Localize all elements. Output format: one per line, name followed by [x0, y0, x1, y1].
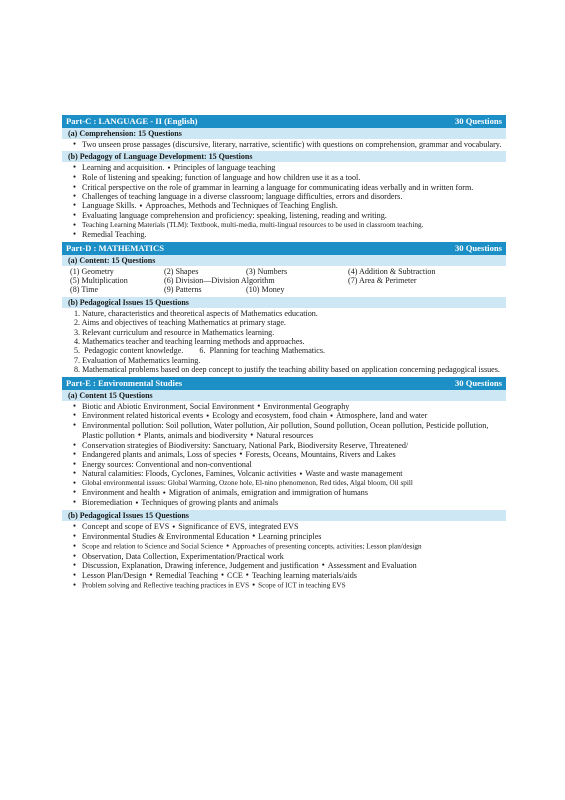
- list-item: ● Remedial Teaching.: [76, 230, 506, 239]
- list-item-text: Concept and scope of EVS: [82, 522, 170, 532]
- list-item-text: Conservation strategies of Biodiversity: Sanctuary, National Park, Biodiversity Reserve, Threatened/: [82, 440, 409, 450]
- grid-cell: (5) Multiplication: [70, 275, 128, 285]
- list-item: 2. Aims and objectives of teaching Mathematics at primary stage.: [74, 318, 286, 328]
- list-item: [76, 479, 506, 488]
- part-c-a-heading: (a) Comprehension: 15 Questions: [62, 128, 506, 139]
- grid-cell: (1) Geometry: [70, 266, 114, 276]
- grid-cell: (8) Time: [70, 285, 99, 295]
- bullet-icon: ●: [135, 500, 139, 506]
- part-d-header: [62, 242, 506, 255]
- list-item: [76, 581, 506, 591]
- list-item-text: Scope and relation to Science and Social Science: [82, 542, 224, 551]
- bullet-icon: ●: [172, 524, 176, 530]
- list-item: [76, 522, 506, 532]
- list-item: 7. Evaluation of Mathematics learning.: [74, 355, 201, 365]
- part-c-b-heading: (b) Pedagogy of Language Development: 15 Questions: [62, 151, 506, 162]
- list-item-text: Energy sources: Conventional and non-conventional: [82, 459, 252, 469]
- bullet-icon: ●: [149, 573, 153, 579]
- list-item: [76, 561, 506, 571]
- list-item: ● Critical perspective on the role of grammar in learning a language for communicating ideas verbally and in written form.: [76, 183, 506, 192]
- list-item-text: Waste and waste management: [305, 469, 403, 479]
- bullet-icon: ●: [252, 534, 256, 540]
- list-item: [76, 571, 506, 581]
- part-d-title: Part-D : MATHEMATICS: [66, 242, 165, 253]
- list-item-text: CCE: [227, 570, 243, 580]
- list-item: [76, 441, 506, 450]
- bullet-icon: ●: [137, 433, 141, 439]
- list-item: [76, 488, 506, 498]
- list-item-text: Biotic and Abiotic Environment, Social Environment: [82, 401, 255, 411]
- list-item-text: Environment and health: [82, 488, 160, 498]
- part-c-b-list: [62, 162, 506, 241]
- bullet-icon: ●: [330, 413, 334, 419]
- bullet-icon: ●: [239, 452, 243, 458]
- list-item: ● Teaching Learning Materials (TLM): Textbook, multi-media, multi-lingual resources to be used in classroom teaching.: [76, 221, 506, 230]
- list-item-text: Bioremediation: [82, 498, 133, 508]
- list-item-text: Plants, animals and biodiversity: [143, 430, 248, 440]
- list-item-text: Remedial Teaching: [155, 570, 219, 580]
- list-item-text: Natural calamities: Floods, Cyclones, Famines, Volcanic activities: [82, 469, 297, 479]
- list-item-text: Problem solving and Reflective teaching practices in EVS: [82, 581, 250, 590]
- part-e-b-list: [62, 521, 506, 592]
- list-item-text: Migration of animals, emigration and immigration of humans: [168, 488, 368, 498]
- list-item: [76, 411, 506, 421]
- list-item: [76, 450, 506, 460]
- bullet-icon: ●: [299, 471, 303, 477]
- grid-cell: (9) Patterns: [164, 285, 202, 295]
- list-item-text: Global environmental issues: Global Warming, Ozone hole, El-nino phenomenon, Red tides, Algal bloom, Oil spill: [82, 479, 413, 488]
- bullet-icon: ●: [252, 582, 256, 588]
- part-e-header: [62, 377, 506, 390]
- list-item: [76, 402, 506, 412]
- grid-cell: (7) Area & Perimeter: [348, 275, 417, 285]
- list-item: ● Two unseen prose passages (discursive, literary, narrative, scientific) with questions on comprehension, grammar and vocabulary.: [76, 140, 506, 149]
- list-item: 3. Relevant curriculum and resource in Mathematics learning.: [74, 327, 275, 337]
- grid-cell: (4) Addition & Subtraction: [348, 266, 436, 276]
- bullet-icon: ●: [321, 563, 325, 569]
- list-item: [76, 421, 506, 440]
- list-item: 4. Mathematics teacher and teaching learning methods and approaches.: [74, 336, 305, 346]
- list-item: ● Language Skills. ● Approaches, Methods and Techniques of Teaching English.: [76, 201, 506, 211]
- list-item-text: Natural resources: [256, 430, 314, 440]
- grid-cell: (6) Division—Division Algorithm: [164, 275, 275, 285]
- list-item: [76, 498, 506, 508]
- list-item-text: Forests, Oceans, Mountains, Rivers and Lakes: [245, 449, 396, 459]
- part-e-count: 30 Questions: [454, 377, 502, 388]
- list-item: 1. Nature, characteristics and theoretical aspects of Mathematics education.: [74, 308, 318, 318]
- part-d-b-heading: (b) Pedagogical Issues 15 Questions: [62, 297, 506, 308]
- list-item: ● Role of listening and speaking; function of language and how children use it as a tool.: [76, 173, 506, 182]
- grid-cell: (10) Money: [246, 285, 285, 295]
- list-item-text: Observation, Data Collection, Experimentation/Practical work: [82, 551, 284, 561]
- list-item-text: Environmental Geography: [263, 401, 350, 411]
- list-item: [76, 460, 506, 469]
- part-c-count: 30 Questions: [454, 116, 502, 126]
- part-c-header: [62, 115, 506, 128]
- grid-cell: (3) Numbers: [246, 266, 288, 276]
- part-c-a-list: [62, 139, 506, 151]
- list-item: ● Learning and acquisition. ● Principles of language teaching: [76, 163, 506, 173]
- list-item-text: Assessment and Evaluation: [327, 560, 417, 570]
- part-e-b-heading: (b) Pedagogical Issues 15 Questions: [62, 510, 506, 521]
- list-item-text: Scope of ICT in teaching EVS: [258, 581, 346, 590]
- list-item-text: Endangered plants and animals, Loss of species: [82, 449, 237, 459]
- list-item-text: Environmental pollution: Soil pollution, Water pollution, Air pollution, Sound pollution, Ocean pollution, Pesticide pollution, Plastic pollution: [82, 421, 489, 440]
- part-c-title: Part-C : LANGUAGE - II (English): [66, 116, 198, 126]
- part-d-content-grid: [62, 266, 506, 297]
- list-item-text: Learning principles: [258, 531, 322, 541]
- list-item-text: Significance of EVS, integrated EVS: [178, 522, 299, 532]
- bullet-icon: ●: [206, 413, 210, 419]
- list-item: [76, 542, 506, 552]
- list-item-text: Approaches of presenting concepts, activities; Lesson plan/design: [232, 542, 422, 551]
- bullet-icon: ●: [250, 433, 254, 439]
- list-item: [76, 552, 506, 561]
- list-item-text: Lesson Plan/Design: [82, 570, 147, 580]
- list-item-text: Discussion, Explanation, Drawing inference, Judgement and justification: [82, 560, 319, 570]
- list-item: 5. Pedagogic content knowledge. 6. Planning for teaching Mathematics.: [74, 346, 326, 356]
- part-d-b-list: [62, 308, 506, 377]
- list-item-text: Teaching learning materials/aids: [251, 570, 357, 580]
- bullet-icon: ●: [257, 404, 261, 410]
- bullet-icon: ●: [245, 573, 249, 579]
- part-e-a-heading: (a) Content 15 Questions: [62, 390, 506, 401]
- bullet-icon: ●: [221, 573, 225, 579]
- list-item-text: Environmental Studies & Environmental Education: [82, 531, 250, 541]
- list-item: ● Evaluating language comprehension and proficiency: speaking, listening, reading and writing.: [76, 211, 506, 220]
- part-d-count: 30 Questions: [454, 242, 502, 253]
- list-item: 8. Mathematical problems based on deep concept to justify the teaching ability based on application concerning pedagogical issues.: [74, 365, 500, 375]
- list-item: [76, 532, 506, 542]
- list-item-text: Ecology and ecosystem, food chain: [212, 411, 328, 421]
- list-item-text: Atmosphere, land and water: [336, 411, 428, 421]
- part-e-a-list: [62, 401, 506, 511]
- syllabus-page: [62, 115, 506, 592]
- part-e-title: Part-E : Environmental Studies: [66, 377, 183, 388]
- bullet-icon: ●: [226, 543, 230, 549]
- list-item: [76, 469, 506, 479]
- bullet-icon: ●: [162, 490, 166, 496]
- list-item: ● Challenges of teaching language in a diverse classroom; language difficulties, errors and disorders.: [76, 192, 506, 201]
- grid-cell: (2) Shapes: [164, 266, 199, 276]
- list-item-text: Environment related historical events: [82, 411, 204, 421]
- part-d-a-heading: (a) Content: 15 Questions: [62, 255, 506, 266]
- list-item-text: Techniques of growing plants and animals: [141, 498, 279, 508]
